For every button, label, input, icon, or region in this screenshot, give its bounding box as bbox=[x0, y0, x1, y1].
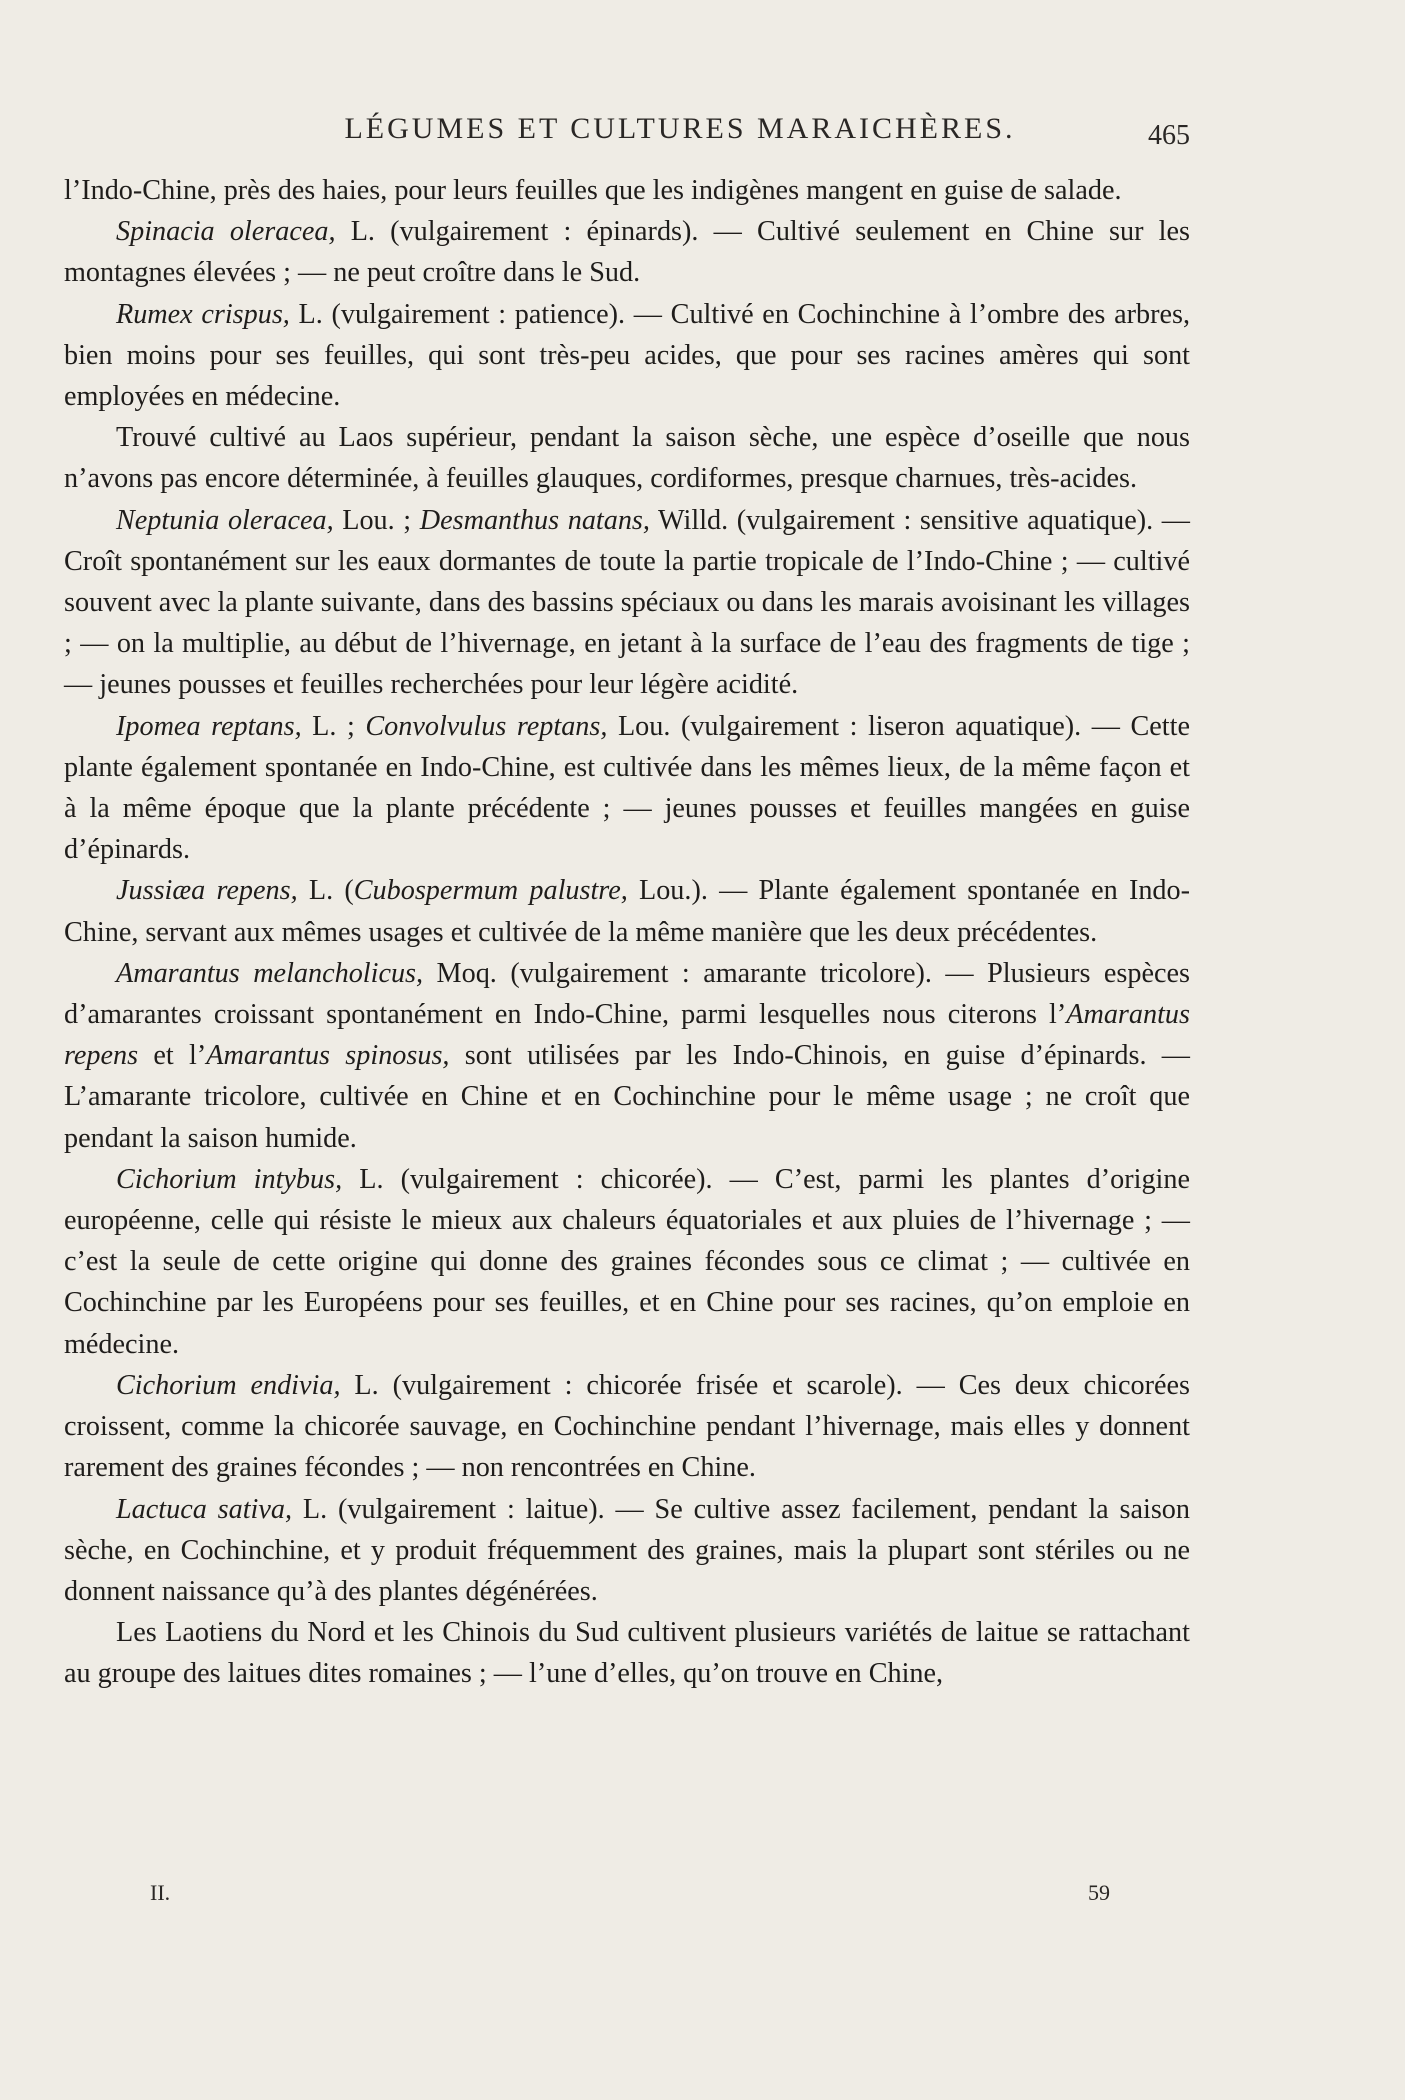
paragraph-laotiens bbox=[64, 1612, 1190, 1694]
paragraph-cichorium-endivia bbox=[64, 1365, 1190, 1489]
signature-mark: 59 bbox=[1088, 1880, 1110, 1905]
species-name: Amarantus repens bbox=[64, 999, 1190, 1072]
page-header bbox=[70, 112, 1190, 162]
species-name: Spinacia oleracea, bbox=[116, 216, 336, 248]
paragraph-text: Lou.). — Plante également spontanée en Indo-Chine, servant aux mêmes usages et cultivée de la même manière que les deux précédentes. bbox=[64, 875, 1191, 948]
paragraph-text: Les Laotiens du Nord et les Chinois du Sud cultivent plusieurs variétés de laitue se rattachant au groupe des laitues dites romaines ; — l’une d’elles, qu’on trouve en Chine, bbox=[64, 1617, 1190, 1690]
species-name: Amarantus spinosus, bbox=[206, 1040, 450, 1072]
paragraph-text: sont utilisées par les Indo-Chinois, en guise d’épinards. — L’amarante tricolore, cultivée en Chine et en Cochinchine pour le même usage ; ne croît que pendant la saison humide. bbox=[64, 1040, 1190, 1154]
paragraph-text: L. ; bbox=[301, 710, 366, 742]
species-name: Neptunia oleracea, bbox=[116, 504, 334, 536]
paragraph-jussiaea bbox=[64, 870, 1190, 952]
running-title: LÉGUMES ET CULTURES MARAICHÈRES. bbox=[344, 112, 1016, 145]
paragraph-spinacia bbox=[64, 211, 1190, 293]
page-body bbox=[64, 170, 1190, 1695]
species-name: Amarantus melancholicus, bbox=[116, 957, 424, 989]
paragraph-text: Willd. (vulgairement : sensitive aquatique). — Croît spontanément sur les eaux dormantes de toute la partie tropicale de l’Indo-Chine ; — cultivé souvent avec la plante suivante, dans des bassins spéciaux ou dans les marais avoisinant les villages ; — on la multiplie, au début de l’hivernage, en jetant à la surface de l’eau des fragments de tige ; — jeunes pousses et feuilles recherchées pour leur légère acidité. bbox=[64, 504, 1190, 701]
paragraph-text: Trouvé cultivé au Laos supérieur, pendant la saison sèche, une espèce d’oseille que nous n’avons pas encore déterminée, à feuilles glauques, cordiformes, presque charnues, très-acides. bbox=[64, 422, 1190, 495]
species-name: Rumex crispus, bbox=[116, 298, 290, 330]
species-synonym: Cubospermum palustre, bbox=[353, 875, 628, 907]
paragraph-text: L. (vulgairement : chicorée frisée et scarole). — Ces deux chicorées croissent, comme la chicorée sauvage, en Cochinchine pendant l’hivernage, mais elles y donnent rarement des graines fécondes ; — non rencontrées en Chine. bbox=[64, 1369, 1190, 1484]
paragraph-cichorium-intybus bbox=[64, 1159, 1190, 1365]
paragraph-oseille bbox=[64, 417, 1190, 499]
paragraph-text: L. ( bbox=[297, 875, 354, 907]
species-name: Lactuca sativa, bbox=[116, 1493, 293, 1525]
species-name: Cichorium intybus, bbox=[116, 1163, 343, 1195]
paragraph-lactuca bbox=[64, 1489, 1190, 1613]
species-name: Cichorium endivia, bbox=[116, 1369, 341, 1401]
paragraph-text: et l’ bbox=[138, 1040, 207, 1072]
paragraph-text: L. (vulgairement : patience). — Cultivé en Cochinchine à l’ombre des arbres, bien moins pour ses feuilles, qui sont très-peu acides, que pour ses racines amères qui sont employées en médecine. bbox=[64, 298, 1190, 413]
paragraph-text: L. (vulgairement : laitue). — Se cultive assez facilement, pendant la saison sèche, en Cochinchine, et y produit fréquemment des graines, mais la plupart sont stériles ou ne donnent naissance qu’à des plantes dégénérées. bbox=[64, 1493, 1190, 1607]
page-footer bbox=[150, 1880, 1110, 1910]
species-name: Jussiæa repens, bbox=[116, 875, 298, 907]
page-number: 465 bbox=[1148, 120, 1190, 151]
paragraph-1 bbox=[64, 170, 1190, 211]
species-synonym: Desmanthus natans, bbox=[419, 504, 650, 536]
volume-mark: II. bbox=[150, 1880, 171, 1905]
paragraph-text: l’Indo-Chine, près des haies, pour leurs feuilles que les indigènes mangent en guise de salade. bbox=[64, 175, 1122, 206]
species-name: Ipomea reptans, bbox=[116, 710, 302, 742]
paragraph-text: Lou. ; bbox=[333, 504, 420, 536]
paragraph-ipomea bbox=[64, 706, 1190, 871]
species-synonym: Convolvulus reptans, bbox=[365, 710, 608, 742]
paragraph-text: L. (vulgairement : épinards). — Cultivé seulement en Chine sur les montagnes élevées ; — ne peut croître dans le Sud. bbox=[64, 216, 1190, 289]
paragraph-amarantus bbox=[64, 953, 1190, 1159]
paragraph-text: L. (vulgairement : chicorée). — C’est, parmi les plantes d’origine européenne, celle qui résiste le mieux aux chaleurs équatoriales et aux pluies de l’hivernage ; — c’est la seule de cette origine qui donne des graines fécondes sous ce climat ; — cultivée en Cochinchine par les Européens pour ses feuilles, et en Chine pour ses racines, qu’on emploie en médecine. bbox=[64, 1163, 1190, 1360]
paragraph-text: Lou. (vulgairement : liseron aquatique). — Cette plante également spontanée en Indo-Chine, est cultivée dans les mêmes lieux, de la même façon et à la même époque que la plante précédente ; — jeunes pousses et feuilles mangées en guise d’épinards. bbox=[64, 710, 1190, 866]
paragraph-rumex bbox=[64, 294, 1190, 418]
paragraph-text: Moq. (vulgairement : amarante tricolore). — Plusieurs espèces d’amarantes croissant spontanément en Indo-Chine, parmi lesquelles nous citerons l’ bbox=[64, 957, 1190, 1031]
paragraph-neptunia bbox=[64, 500, 1190, 706]
